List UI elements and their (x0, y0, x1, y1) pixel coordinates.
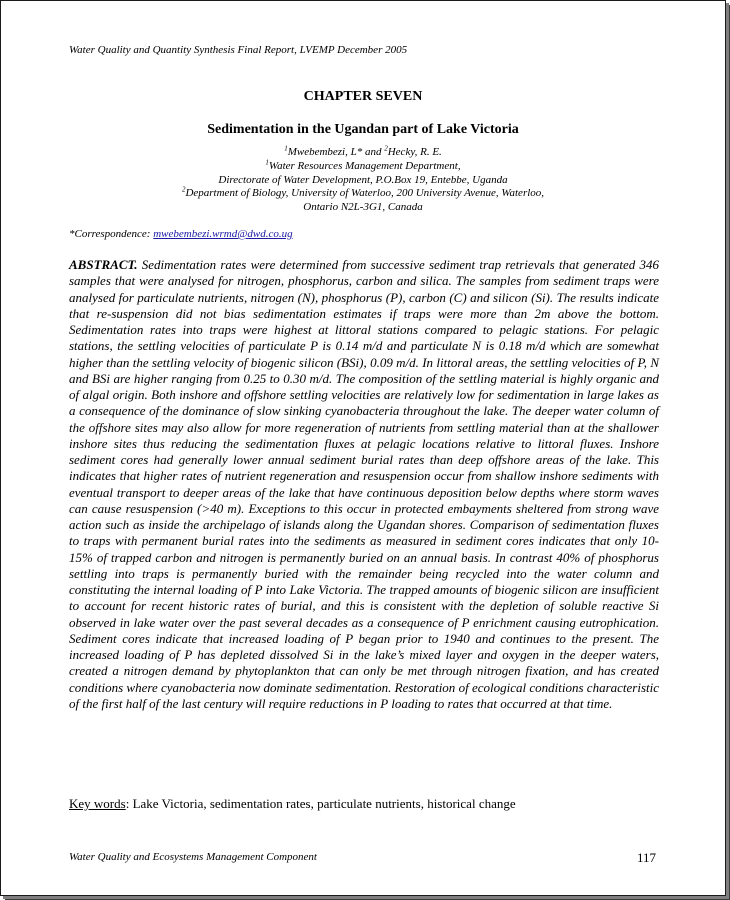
abstract-text: Sedimentation rates were determined from successive sediment trap retrievals that generated 346 samples that were analysed for nitrogen, phosphorus, carbon and silica. The samples from sediment traps were analysed for particulate nutrients, nitrogen (N), phosphorus (P), carbon (C) and silicon (Si). The results indicate that re-suspension did not bias sedimentation estimates if traps were more than 2m above the bottom. Sedimentation rates into traps were highest at littoral stations compared to pelagic stations. For pelagic stations, the settling velocities of particulate P is 0.14 m/d and particulate N is 0.18 m/d which are somewhat higher than the settling velocity of biogenic silicon (BSi), 0.09 m/d. In littoral areas, the settling velocities of P, N and BSi are higher ranging from 0.25 to 0.30 m/d. The composition of the settling material is highly organic and of algal origin. Both inshore and offshore settling velocities are relatively low for sedimentation in large lakes as a consequence of the dominance of slow sinking cyanobacteria throughout the lake. The deeper water column of the offshore sites may also allow for more regeneration of nutrients from settling material than at the shallower inshore sites thus reducing the sedimentation fluxes at pelagic locations relative to littoral fluxes. Inshore sediment cores had generally lower annual sediment burial rates than deep offshore areas of the lake. This indicates that higher rates of nutrient regeneration and resuspension occur from shallow inshore sediments with eventual transport to deeper areas of the lake that have continuous deposition below depths where storm waves can cause resuspension (>40 m). Exceptions to this occur in protected embayments sheltered from strong wave action such as inside the archipelago of islands along the Ugandan shores. Comparison of sedimentation fluxes to traps with permanent burial rates into the sediments as measured in sediment cores indicates that only 10-15% of trapped carbon and nitrogen is permanently buried on an annual basis. In contrast 40% of phosphorus settling into traps is permanently buried with the remainder being recycled into the water column and constituting the internal loading of P into Lake Victoria. The trapped amounts of biogenic silicon are insufficient to account for recent historic rates of burial, and this is consistent with the depletion of soluble reactive Si observed in lake water over the past several decades as a consequence of P enrichment causing eutrophication. Sediment cores indicate that increased loading of P began prior to 1940 and continues to the present. The increased loading of P has depleted dissolved Si in the lake’s mixed layer and oxygen in the deeper waters, created a nitrogen demand by phytoplankton that can only be met through nitrogen fixation, and has created conditions where cyanobacteria now dominate sedimentation. Restoration of ecological conditions characteristic of the first half of the last century will require reductions in P loading to rates that occurred at that time. (69, 257, 660, 711)
footer-text: Water Quality and Ecosystems Management Component (69, 851, 317, 863)
author1-name: Mwebembezi, L* and (287, 146, 385, 158)
keywords-separator: : (125, 796, 133, 811)
correspondence-email-link[interactable]: mwebembezi.wrmd@dwd.co.ug (153, 228, 293, 240)
chapter-label: CHAPTER SEVEN (303, 89, 423, 104)
author2-name: Hecky, R. E. (387, 146, 442, 158)
affiliation2-line2: Ontario N2L-3G1, Canada (303, 201, 423, 214)
keywords (69, 796, 516, 812)
affiliation2-superscript: 2 (181, 185, 186, 194)
affiliation1-line1 (1, 160, 725, 174)
abstract (69, 257, 659, 712)
page-number: 117 (637, 850, 657, 865)
chapter-title: Sedimentation in the Ugandan part of Lake Victoria (207, 122, 519, 137)
correspondence (69, 228, 293, 240)
affiliation2-line1 (1, 187, 725, 201)
keywords-label: Key words (69, 796, 126, 811)
affiliation2-department: Department of Biology, University of Waterloo, 200 University Avenue, Waterloo, (185, 187, 545, 200)
running-header: Water Quality and Quantity Synthesis Final Report, LVEMP December 2005 (69, 44, 408, 56)
affiliation1-superscript: 1 (265, 158, 269, 167)
author2-superscript: 2 (384, 144, 388, 153)
author-line (1, 146, 725, 160)
affiliation1-line2: Directorate of Water Development, P.O.Box 19, Entebbe, Uganda (218, 173, 508, 186)
affiliation1-department: Water Resources Management Department, (268, 159, 461, 172)
authors-affiliations (1, 146, 725, 215)
abstract-heading: ABSTRACT. (69, 257, 138, 272)
correspondence-label: *Correspondence: (69, 228, 154, 240)
keywords-text: Lake Victoria, sedimentation rates, particulate nutrients, historical change (132, 796, 516, 811)
author1-superscript: 1 (284, 144, 288, 153)
